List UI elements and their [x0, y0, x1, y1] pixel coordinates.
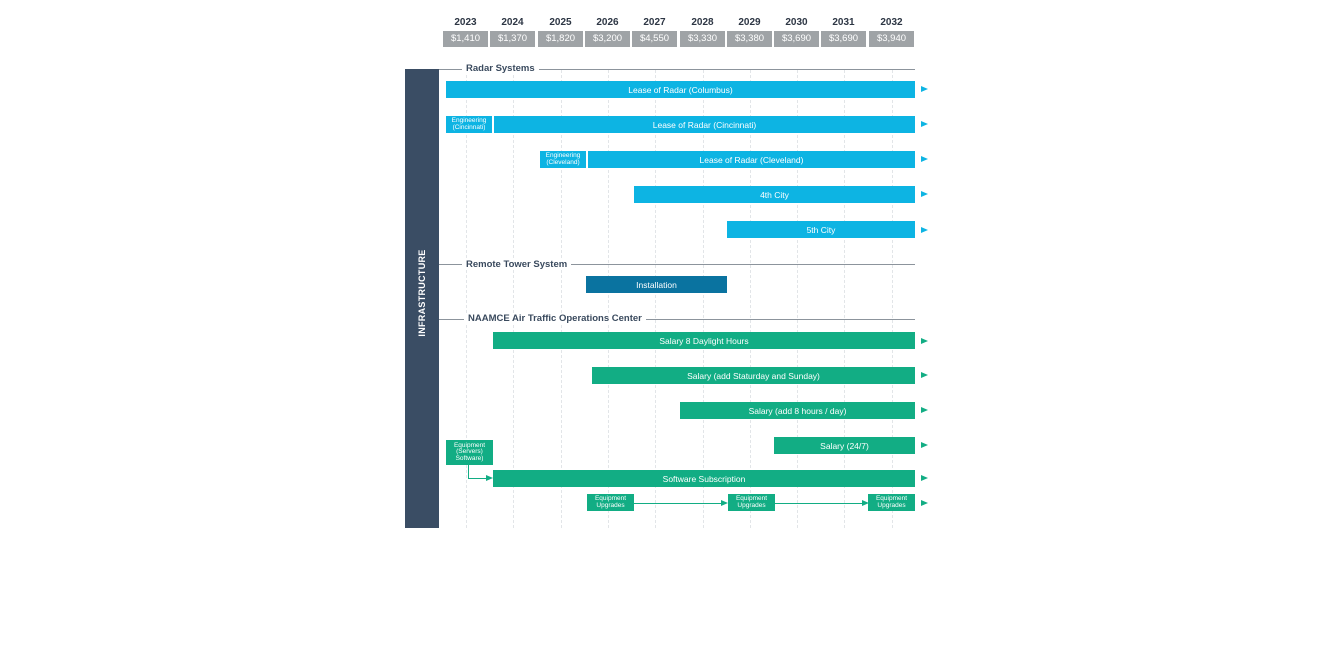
bar-salary-add-8: Salary (add 8 hours / day): [680, 402, 915, 419]
arrow-right-icon: [486, 475, 493, 481]
bar-salary-24-7: Salary (24/7): [774, 437, 915, 454]
year-gridline: [655, 70, 656, 528]
year-gridline: [750, 70, 751, 528]
year-header-2024: 2024: [501, 17, 524, 28]
bar-lease-cincinnati: Lease of Radar (Cincinnati): [494, 116, 915, 133]
cost-2023: $1,410: [443, 31, 488, 47]
year-header-2028: 2028: [691, 17, 714, 28]
bar-4th-city: 4th City: [634, 186, 915, 203]
year-gridline: [844, 70, 845, 528]
connector-line: [468, 465, 469, 479]
cost-2024: $1,370: [490, 31, 535, 47]
bar-salary-weekend: Salary (add Staturday and Sunday): [592, 367, 915, 384]
cost-2031: $3,690: [821, 31, 866, 47]
cost-2029: $3,380: [727, 31, 772, 47]
year-header-2026: 2026: [596, 17, 619, 28]
arrow-right-icon: [721, 500, 728, 506]
cost-2032: $3,940: [869, 31, 914, 47]
year-gridline: [703, 70, 704, 528]
year-header-2027: 2027: [643, 17, 666, 28]
bar-installation: Installation: [586, 276, 727, 293]
arrow-right-icon: [921, 191, 928, 197]
connector-line: [468, 478, 487, 479]
arrow-right-icon: [921, 156, 928, 162]
arrow-right-icon: [921, 475, 928, 481]
bar-equipment-upgrades-3: Equipment Upgrades: [868, 494, 915, 511]
bar-engineering-cincinnati: Engineering (Cincinnati): [446, 116, 492, 133]
arrow-right-icon: [921, 442, 928, 448]
cost-2030: $3,690: [774, 31, 819, 47]
year-header-2032: 2032: [880, 17, 903, 28]
year-gridline: [608, 70, 609, 528]
bar-equipment-upgrades-2: Equipment Upgrades: [728, 494, 775, 511]
arrow-right-icon: [921, 227, 928, 233]
year-header-2031: 2031: [832, 17, 855, 28]
bar-lease-columbus: Lease of Radar (Columbus): [446, 81, 915, 98]
year-header-2025: 2025: [549, 17, 572, 28]
year-gridline: [561, 70, 562, 528]
year-gridline: [797, 70, 798, 528]
cost-2027: $4,550: [632, 31, 677, 47]
bar-lease-cleveland: Lease of Radar (Cleveland): [588, 151, 915, 168]
section-title-radar: Radar Systems: [462, 63, 539, 74]
section-title-tower: Remote Tower System: [462, 259, 571, 270]
bar-equipment-upgrades-1: Equipment Upgrades: [587, 494, 634, 511]
bar-equipment-servers: Equipment (Servers) Software): [446, 440, 493, 465]
infrastructure-label: INFRASTRUCTURE: [417, 249, 427, 337]
arrow-right-icon: [921, 338, 928, 344]
arrow-right-icon: [921, 372, 928, 378]
arrow-right-icon: [921, 407, 928, 413]
year-gridline: [513, 70, 514, 528]
section-title-ops: NAAMCE Air Traffic Operations Center: [464, 313, 646, 324]
bar-salary-8-daylight: Salary 8 Daylight Hours: [493, 332, 915, 349]
connector-line: [775, 503, 863, 504]
cost-2026: $3,200: [585, 31, 630, 47]
cost-2025: $1,820: [538, 31, 583, 47]
arrow-right-icon: [921, 121, 928, 127]
connector-line: [634, 503, 722, 504]
bar-5th-city: 5th City: [727, 221, 915, 238]
arrow-right-icon: [921, 500, 928, 506]
year-header-2023: 2023: [454, 17, 477, 28]
arrow-right-icon: [921, 86, 928, 92]
cost-2028: $3,330: [680, 31, 725, 47]
year-gridline: [892, 70, 893, 528]
bar-software-subscription: Software Subscription: [493, 470, 915, 487]
year-header-2030: 2030: [785, 17, 808, 28]
year-header-2029: 2029: [738, 17, 761, 28]
bar-engineering-cleveland: Engineering (Cleveland): [540, 151, 586, 168]
